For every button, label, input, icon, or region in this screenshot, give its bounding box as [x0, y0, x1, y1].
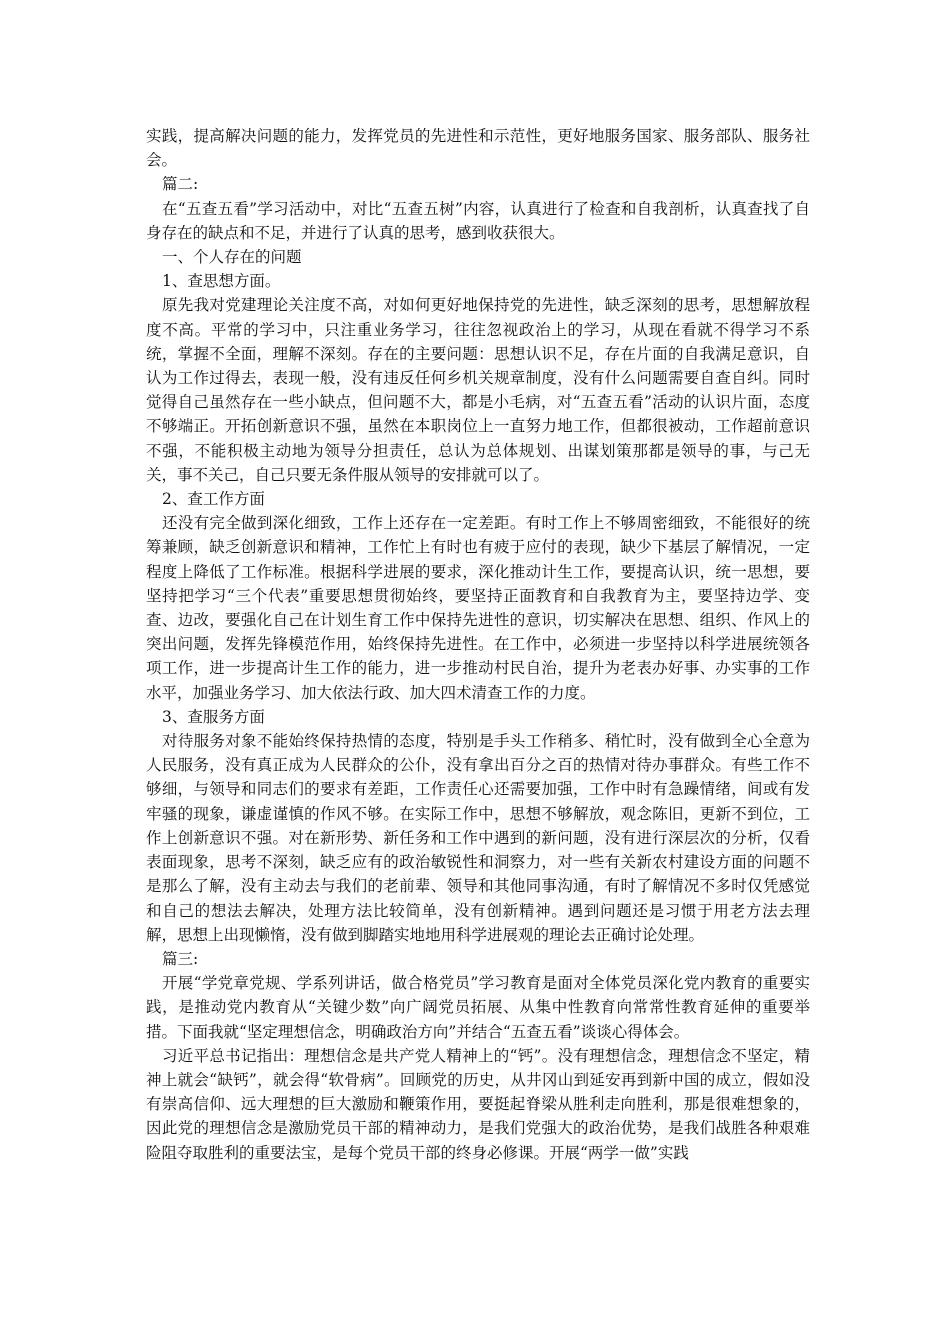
paragraph-ideals-beliefs: 习近平总书记指出：理想信念是共产党人精神上的“钙”。没有理想信念，理想信念不坚定，精神上就会“缺钙”，就会得“软骨病”。回顾党的历史，从井冈山到延安再到新中国的成立，假如没有崇高信仰、远大理想的巨大激励和鞭策作用，要挺起脊梁从胜利走向胜利，那是很难想象的，因此党的理想信念是激励党员干部的精神动力，是我们党强大的政治优势，是我们战胜各种艰难险阻夺取胜利的重要法宝，是每个党员干部的终身必修课。开展“两学一做”实践 — [146, 1046, 810, 1162]
heading-work-aspect: 2、查工作方面 — [162, 490, 265, 509]
paragraph-intro-continuation: 实践，提高解决问题的能力，发挥党员的先进性和示范性，更好地服务国家、服务部队、服务社会。 — [146, 127, 810, 170]
heading-personal-problems: 一、个人存在的问题 — [162, 248, 302, 267]
heading-service-aspect: 3、查服务方面 — [162, 707, 265, 726]
paragraph-thought-aspect: 原先我对党建理论关注度不高，对如何更好地保持党的先进性，缺乏深刻的思考，思想解放程度不高。平常的学习中，只注重业务学习，往往忽视政治上的学习，从现在看就不得学习不系统，掌握不全面，理解不深刻。存在的主要问题：思想认识不足，存在片面的自我满足意识，自认为工作过得去，表现一般，没有违反任何乡机关规章制度，没有什么问题需要自查自纠。同时觉得自己虽然存在一些小缺点，但问题不大，都是小毛病，对“五查五看”活动的认识片面，态度不够端正。开拓创新意识不强，虽然在本职岗位上一直努力地工作，但都很被动，工作超前意识不强，不能积极主动地为领导分担责任，总认为总体规划、出谋划策那都是领导的事，与己无关，事不关己，自己只要无条件服从领导的安排就可以了。 — [146, 296, 810, 484]
paragraph-service-aspect: 对待服务对象不能始终保持热情的态度，特别是手头工作稍多、稍忙时，没有做到全心全意为人民服务，没有真正成为人民群众的公仆，没有拿出百分之百的热情对待办事群众。有些工作不够细，与领导和同志们的要求有差距，工作责任心还需要加强，工作中时有急躁情绪，间或有发牢骚的现象，谦虚谨慎的作风不够。在实际工作中，思想不够解放，观念陈旧，更新不到位，工作上创新意识不强。对在新形势、新任务和工作中遇到的新问题，没有进行深层次的分析，仅看表面现象，思考不深刻，缺乏应有的政治敏锐性和洞察力，对一些有关新农村建设方面的问题不是那么了解，没有主动去与我们的老前辈、领导和其他同事沟通，有时了解情况不多时仅凭感觉和自己的想法去解决，处理方法比较简单，没有创新精神。遇到问题还是习惯于用老方法去理解，思想上出现懒惰，没有做到脚踏实地地用科学进展观的理论去正确讨论处理。 — [146, 732, 810, 944]
paragraph-part-three-intro: 开展“学党章党规、学系列讲话，做合格党员”学习教育是面对全体党员深化党内教育的重要实践，是推动党内教育从“关键少数”向广阔党员拓展、从集中性教育向常常性教育延伸的重要举措。下面我就“坚定理想信念，明确政治方向”并结合“五查五看”谈谈心得体会。 — [146, 974, 810, 1041]
paragraph-part-two-intro: 在“五查五看”学习活动中，对比“五查五树”内容，认真进行了检查和自我剖析，认真查找了自身存在的缺点和不足，并进行了认真的思考，感到收获很大。 — [146, 199, 810, 242]
document-body — [146, 124, 810, 1165]
section-heading-part-two: 篇二: — [162, 175, 199, 194]
heading-thought-aspect: 1、查思想方面。 — [162, 272, 281, 291]
paragraph-work-aspect: 还没有完全做到深化细致，工作上还存在一定差距。有时工作上不够周密细致，不能很好的统筹兼顾，缺乏创新意识和精神，工作忙上有时也有疲于应付的表现，缺少下基层了解情况，一定程度上降低了工作标准。根据科学进展的要求，深化推动计生工作，要提高认识，统一思想，要坚持把学习“三个代表”重要思想贯彻始终，要坚持正面教育和自我教育为主，要坚持边学、变查、边改，要强化自己在计划生育工作中保持先进性的意识，切实解决在思想、组织、作风上的突出问题，发挥先锋模范作用，始终保持先进性。在工作中，必须进一步坚持以科学进展统领各项工作，进一步提高计生工作的能力，进一步推动村民自治，提升为老表办好事、办实事的工作水平，加强业务学习、加大依法行政、加大四术清查工作的力度。 — [146, 514, 810, 702]
section-heading-part-three: 篇三: — [162, 949, 199, 968]
